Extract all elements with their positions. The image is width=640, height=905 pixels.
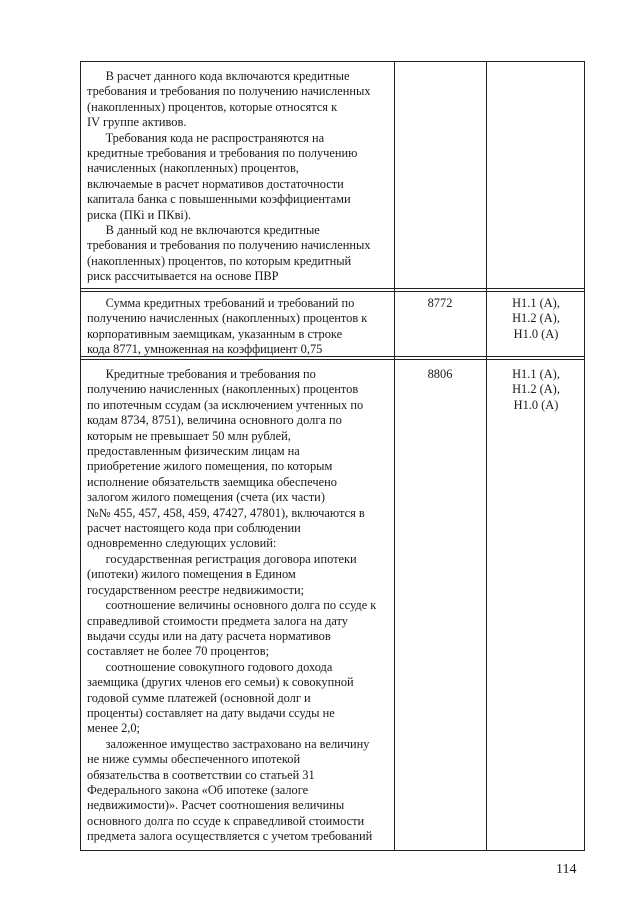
description-line: государственном реестре недвижимости; [87, 582, 305, 597]
description-line: которым не превышает 50 млн рублей, [87, 428, 291, 443]
description-line: основного долга по ссуде к справедливой стоимости [87, 813, 365, 828]
description-line: кода 8771, умноженная на коэффициент 0,75 [87, 342, 323, 357]
description-line: Требования кода не распространяются на [87, 130, 325, 145]
requirements-table [80, 61, 585, 851]
description-line: залогом жилого помещения (счета (их части) [87, 490, 325, 505]
column-divider-1 [394, 62, 395, 850]
description-line: (накопленных) процентов, которые относятся к [87, 99, 338, 114]
row-2-standard-2: Н1.2 (А), [512, 311, 560, 326]
row-2-standards [486, 296, 586, 342]
description-line: выдачи ссуды или на дату расчета нормативов [87, 628, 331, 643]
description-line: Федерального закона «Об ипотеке (залоге [87, 782, 309, 797]
description-line: начисленных (накопленных) процентов, [87, 161, 299, 176]
description-line: не ниже суммы обеспеченного ипотекой [87, 752, 301, 767]
description-line: Сумма кредитных требований и требований по [87, 296, 355, 310]
row-3-standard-3: Н1.0 (А) [513, 397, 559, 412]
description-line: предмета залога осуществляется с учетом требований [87, 829, 373, 844]
description-line: проценты) составляет на дату выдачи ссуды не [87, 705, 335, 720]
description-line: риска (ПКi и ПКвi). [87, 207, 192, 222]
column-divider-2 [486, 62, 487, 850]
description-line: (ипотеки) жилого помещения в Едином [87, 567, 296, 582]
row-1-description [87, 69, 371, 285]
description-line: приобретение жилого помещения, по которым [87, 459, 333, 474]
row-3-description [87, 367, 376, 845]
description-line: получению начисленных (накопленных) процентов [87, 382, 359, 397]
description-line: справедливой стоимости предмета залога на дату [87, 613, 349, 628]
description-line: предоставленным физическим лицам на [87, 444, 300, 459]
description-line: исполнение обязательств заемщика обеспечено [87, 474, 337, 489]
description-line: заемщика (других членов его семьи) к совокупной [87, 675, 354, 690]
row-2-standard-1: Н1.1 (А), [512, 296, 560, 310]
description-line: корпоративным заемщикам, указанным в строке [87, 326, 343, 341]
description-line: требования и требования по получению начисленных [87, 238, 371, 253]
description-line: недвижимости)». Расчет соотношения величины [87, 798, 345, 813]
row-3-standard-1: Н1.1 (А), [512, 367, 560, 381]
page-number: 114 [556, 862, 577, 877]
description-line: соотношение величины основного долга по ссуде к [87, 598, 377, 613]
description-line: получению начисленных (накопленных) процентов к [87, 311, 368, 326]
row-2-description [87, 296, 367, 358]
description-line: заложенное имущество застраховано на величину [87, 736, 370, 751]
description-line: требования и требования по получению начисленных [87, 84, 371, 99]
description-line: риск рассчитывается на основе ПВР [87, 269, 279, 284]
description-line: Кредитные требования и требования по [87, 367, 316, 381]
description-line: (накопленных) процентов, по которым кредитный [87, 253, 352, 268]
description-line: №№ 455, 457, 458, 459, 47427, 47801), включаются в [87, 505, 365, 520]
row-3-standards [486, 367, 586, 413]
description-line: В расчет данного кода включаются кредитные [87, 69, 350, 83]
description-line: государственная регистрация договора ипотеки [87, 551, 357, 566]
description-line: обязательства в соответствии со статьей 31 [87, 767, 315, 782]
description-line: менее 2,0; [87, 721, 140, 736]
row-divider-1 [81, 288, 584, 292]
description-line: кодам 8734, 8751), величина основного долга по [87, 413, 342, 428]
description-line: капитала банка с повышенными коэффициентами [87, 192, 351, 207]
description-line: В данный код не включаются кредитные [87, 223, 320, 238]
description-line: одновременно следующих условий: [87, 536, 277, 551]
row-2-standard-3: Н1.0 (А) [513, 326, 559, 341]
description-line: расчет настоящего кода при соблюдении [87, 521, 301, 536]
description-line: включаемые в расчет нормативов достаточности [87, 176, 344, 191]
row-3-standard-2: Н1.2 (А), [512, 382, 560, 397]
description-line: кредитные требования и требования по получению [87, 146, 358, 161]
description-line: годовой сумме платежей (основной долг и [87, 690, 311, 705]
description-line: составляет не более 70 процентов; [87, 644, 270, 659]
description-line: соотношение совокупного годового дохода [87, 659, 333, 674]
row-3-code: 8806 [427, 367, 453, 381]
description-line: IV группе активов. [87, 115, 187, 130]
row-2-code: 8772 [427, 296, 453, 310]
description-line: по ипотечным ссудам (за исключением учтенных по [87, 397, 364, 412]
